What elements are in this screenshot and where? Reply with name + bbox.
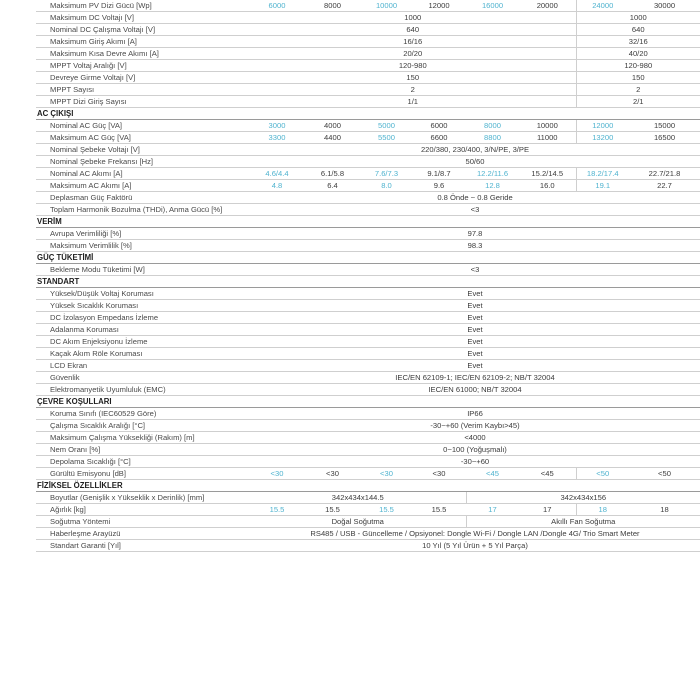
- spec-value: 6000: [250, 0, 304, 12]
- spec-value: -30~+60: [250, 456, 700, 468]
- spec-label: Yüksek Sıcaklık Koruması: [36, 300, 250, 312]
- section-title: STANDART: [36, 276, 700, 288]
- spec-value: 17: [519, 504, 576, 516]
- spec-value: 19.1: [576, 180, 629, 192]
- spec-value: 40/20: [576, 48, 700, 60]
- spec-value: 3000: [250, 120, 304, 132]
- spec-value: 0.8 Önde ~ 0.8 Geride: [250, 192, 700, 204]
- spec-row: [36, 192, 700, 204]
- spec-row: [36, 180, 700, 192]
- spec-row: [36, 456, 700, 468]
- section-header: [36, 252, 700, 264]
- spec-label: LCD Ekran: [36, 360, 250, 372]
- spec-value: 9.1/8.7: [412, 168, 466, 180]
- spec-row: [36, 432, 700, 444]
- spec-label: Maksimum PV Dizi Gücü [Wp]: [36, 0, 250, 12]
- spec-row: [36, 300, 700, 312]
- spec-label: Maksimum Verimlilik [%]: [36, 240, 250, 252]
- spec-row: [36, 60, 700, 72]
- spec-value: 16/16: [250, 36, 576, 48]
- section-header: [36, 480, 700, 492]
- spec-value: <4000: [250, 432, 700, 444]
- spec-value: 0~100 (Yoğuşmalı): [250, 444, 700, 456]
- spec-value: Evet: [250, 324, 700, 336]
- spec-value: 640: [250, 24, 576, 36]
- spec-row: [36, 240, 700, 252]
- spec-value: -30~+60 (Verim Kaybı>45): [250, 420, 700, 432]
- spec-value: Akıllı Fan Soğutma: [466, 516, 700, 528]
- spec-label: Nominal DC Çalışma Voltajı [V]: [36, 24, 250, 36]
- spec-value: 22.7/21.8: [629, 168, 700, 180]
- spec-row: [36, 48, 700, 60]
- spec-label: Nominal Şebeke Frekansı [Hz]: [36, 156, 250, 168]
- spec-row: [36, 360, 700, 372]
- section-title: FİZİKSEL ÖZELLİKLER: [36, 480, 700, 492]
- spec-label: Devreye Girme Voltajı [V]: [36, 72, 250, 84]
- spec-label: Maksimum Giriş Akımı [A]: [36, 36, 250, 48]
- spec-value: 15.5: [361, 504, 412, 516]
- spec-row: [36, 468, 700, 480]
- spec-row: [36, 336, 700, 348]
- spec-row: [36, 132, 700, 144]
- spec-value: 6000: [412, 120, 466, 132]
- spec-value: 10 Yıl (5 Yıl Ürün + 5 Yıl Parça): [250, 540, 700, 552]
- spec-label: MPPT Voltaj Aralığı [V]: [36, 60, 250, 72]
- spec-row: [36, 312, 700, 324]
- section-header: [36, 216, 700, 228]
- spec-row: [36, 204, 700, 216]
- section-title: AC ÇIKIŞI: [36, 108, 700, 120]
- spec-value: 1000: [576, 12, 700, 24]
- spec-value: <50: [576, 468, 629, 480]
- spec-value: 8.0: [361, 180, 412, 192]
- spec-value: Evet: [250, 288, 700, 300]
- spec-label: Standart Garanti [Yıl]: [36, 540, 250, 552]
- spec-value: 11000: [519, 132, 576, 144]
- spec-table-body: [36, 0, 700, 552]
- spec-value: 13200: [576, 132, 629, 144]
- spec-label: Soğutma Yöntemi: [36, 516, 250, 528]
- spec-label: Avrupa Verimliliği [%]: [36, 228, 250, 240]
- spec-label: Maksimum Kısa Devre Akımı [A]: [36, 48, 250, 60]
- spec-value: 98.3: [250, 240, 700, 252]
- spec-row: [36, 516, 700, 528]
- section-header: [36, 396, 700, 408]
- spec-row: [36, 348, 700, 360]
- spec-value: <45: [466, 468, 519, 480]
- spec-value: 6.1/5.8: [304, 168, 361, 180]
- spec-label: DC İzolasyon Empedans İzleme: [36, 312, 250, 324]
- spec-value: 50/60: [250, 156, 700, 168]
- spec-row: [36, 0, 700, 12]
- spec-value: 5000: [361, 120, 412, 132]
- spec-label: Çalışma Sıcaklık Aralığı [°C]: [36, 420, 250, 432]
- spec-value: 120-980: [250, 60, 576, 72]
- spec-value: 15.5: [250, 504, 304, 516]
- spec-row: [36, 96, 700, 108]
- spec-label: MPPT Sayısı: [36, 84, 250, 96]
- spec-value: Evet: [250, 312, 700, 324]
- spec-value: 32/16: [576, 36, 700, 48]
- spec-value: 10000: [519, 120, 576, 132]
- spec-label: Nominal AC Akımı [A]: [36, 168, 250, 180]
- spec-label: Elektromanyetik Uyumluluk (EMC): [36, 384, 250, 396]
- spec-value: <30: [412, 468, 466, 480]
- spec-row: [36, 264, 700, 276]
- spec-value: 4000: [304, 120, 361, 132]
- spec-label: Kaçak Akım Röle Koruması: [36, 348, 250, 360]
- spec-value: 220/380, 230/400, 3/N/PE, 3/PE: [250, 144, 700, 156]
- spec-value: Evet: [250, 348, 700, 360]
- spec-row: [36, 444, 700, 456]
- spec-label: Bekleme Modu Tüketimi [W]: [36, 264, 250, 276]
- spec-value: Evet: [250, 300, 700, 312]
- spec-row: [36, 504, 700, 516]
- spec-value: <30: [361, 468, 412, 480]
- spec-row: [36, 72, 700, 84]
- section-title: VERİM: [36, 216, 700, 228]
- spec-row: [36, 120, 700, 132]
- spec-value: 97.8: [250, 228, 700, 240]
- spec-value: 342x434x144.5: [250, 492, 466, 504]
- spec-value: 16000: [466, 0, 519, 12]
- spec-value: 4400: [304, 132, 361, 144]
- spec-value: 2: [576, 84, 700, 96]
- spec-value: 342x434x156: [466, 492, 700, 504]
- spec-value: <45: [519, 468, 576, 480]
- spec-value: 12.2/11.6: [466, 168, 519, 180]
- spec-value: <3: [250, 204, 700, 216]
- spec-value: 15000: [629, 120, 700, 132]
- spec-row: [36, 12, 700, 24]
- spec-value: 15.5: [412, 504, 466, 516]
- spec-label: MPPT Dizi Giriş Sayısı: [36, 96, 250, 108]
- spec-value: 8800: [466, 132, 519, 144]
- spec-row: [36, 492, 700, 504]
- spec-label: DC Akım Enjeksiyonu İzleme: [36, 336, 250, 348]
- spec-value: 12000: [412, 0, 466, 12]
- spec-value: 3300: [250, 132, 304, 144]
- spec-value: 6.4: [304, 180, 361, 192]
- spec-value: <3: [250, 264, 700, 276]
- spec-table: [36, 0, 700, 552]
- spec-value: <30: [250, 468, 304, 480]
- spec-row: [36, 168, 700, 180]
- spec-label: Nominal Şebeke Voltajı [V]: [36, 144, 250, 156]
- spec-value: Evet: [250, 360, 700, 372]
- spec-value: 1/1: [250, 96, 576, 108]
- spec-value: 12.8: [466, 180, 519, 192]
- spec-value: 120-980: [576, 60, 700, 72]
- spec-value: 150: [250, 72, 576, 84]
- spec-row: [36, 36, 700, 48]
- spec-value: Doğal Soğutma: [250, 516, 466, 528]
- spec-value: 20/20: [250, 48, 576, 60]
- spec-value: 150: [576, 72, 700, 84]
- spec-label: Maksimum DC Voltajı [V]: [36, 12, 250, 24]
- spec-row: [36, 84, 700, 96]
- spec-row: [36, 420, 700, 432]
- spec-row: [36, 24, 700, 36]
- spec-value: 16500: [629, 132, 700, 144]
- spec-value: 20000: [519, 0, 576, 12]
- spec-label: Adalanma Koruması: [36, 324, 250, 336]
- spec-value: <50: [629, 468, 700, 480]
- spec-label: Depolama Sıcaklığı [°C]: [36, 456, 250, 468]
- section-title: GÜÇ TÜKETİMİ: [36, 252, 700, 264]
- spec-value: 15.2/14.5: [519, 168, 576, 180]
- spec-value: 2/1: [576, 96, 700, 108]
- spec-label: Maksimum AC Güç [VA]: [36, 132, 250, 144]
- spec-label: Ağırlık [kg]: [36, 504, 250, 516]
- spec-value: 16.0: [519, 180, 576, 192]
- spec-value: 18: [576, 504, 629, 516]
- spec-value: 6600: [412, 132, 466, 144]
- section-header: [36, 108, 700, 120]
- spec-row: [36, 540, 700, 552]
- spec-value: 10000: [361, 0, 412, 12]
- spec-row: [36, 372, 700, 384]
- spec-value: 2: [250, 84, 576, 96]
- spec-label: Boyutlar (Genişlik x Yükseklik x Derinlik) [mm]: [36, 492, 250, 504]
- spec-value: IEC/EN 61000; NB/T 32004: [250, 384, 700, 396]
- spec-label: Yüksek/Düşük Voltaj Koruması: [36, 288, 250, 300]
- spec-row: [36, 384, 700, 396]
- spec-value: 8000: [466, 120, 519, 132]
- spec-value: 12000: [576, 120, 629, 132]
- spec-value: Evet: [250, 336, 700, 348]
- spec-value: 4.8: [250, 180, 304, 192]
- spec-label: Gürültü Emisyonu [dB]: [36, 468, 250, 480]
- spec-row: [36, 156, 700, 168]
- spec-value: 30000: [629, 0, 700, 12]
- spec-row: [36, 288, 700, 300]
- spec-value: 22.7: [629, 180, 700, 192]
- spec-label: Deplasman Güç Faktörü: [36, 192, 250, 204]
- spec-value: 5500: [361, 132, 412, 144]
- spec-row: [36, 408, 700, 420]
- spec-value: RS485 / USB - Güncelleme / Opsiyonel: Dongle Wi-Fi / Dongle LAN /Dongle 4G/ Trio Smart Meter: [250, 528, 700, 540]
- spec-label: Güvenlik: [36, 372, 250, 384]
- spec-row: [36, 528, 700, 540]
- spec-row: [36, 324, 700, 336]
- spec-value: 24000: [576, 0, 629, 12]
- spec-value: 9.6: [412, 180, 466, 192]
- spec-value: 640: [576, 24, 700, 36]
- spec-row: [36, 228, 700, 240]
- spec-value: 18: [629, 504, 700, 516]
- spec-label: Nominal AC Güç [VA]: [36, 120, 250, 132]
- spec-row: [36, 144, 700, 156]
- section-title: ÇEVRE KOŞULLARI: [36, 396, 700, 408]
- spec-value: IEC/EN 62109-1; IEC/EN 62109-2; NB/T 32004: [250, 372, 700, 384]
- spec-value: 7.6/7.3: [361, 168, 412, 180]
- spec-label: Nem Oranı [%]: [36, 444, 250, 456]
- spec-label: Maksimum Çalışma Yüksekliği (Rakım) [m]: [36, 432, 250, 444]
- spec-value: <30: [304, 468, 361, 480]
- spec-value: 15.5: [304, 504, 361, 516]
- section-header: [36, 276, 700, 288]
- spec-label: Haberleşme Arayüzü: [36, 528, 250, 540]
- spec-value: 17: [466, 504, 519, 516]
- spec-value: 18.2/17.4: [576, 168, 629, 180]
- spec-label: Koruma Sınıfı (IEC60529 Göre): [36, 408, 250, 420]
- spec-label: Toplam Harmonik Bozulma (THDi), Anma Gücü [%]: [36, 204, 250, 216]
- spec-value: 1000: [250, 12, 576, 24]
- spec-value: 8000: [304, 0, 361, 12]
- spec-value: 4.6/4.4: [250, 168, 304, 180]
- spec-label: Maksimum AC Akımı [A]: [36, 180, 250, 192]
- spec-value: IP66: [250, 408, 700, 420]
